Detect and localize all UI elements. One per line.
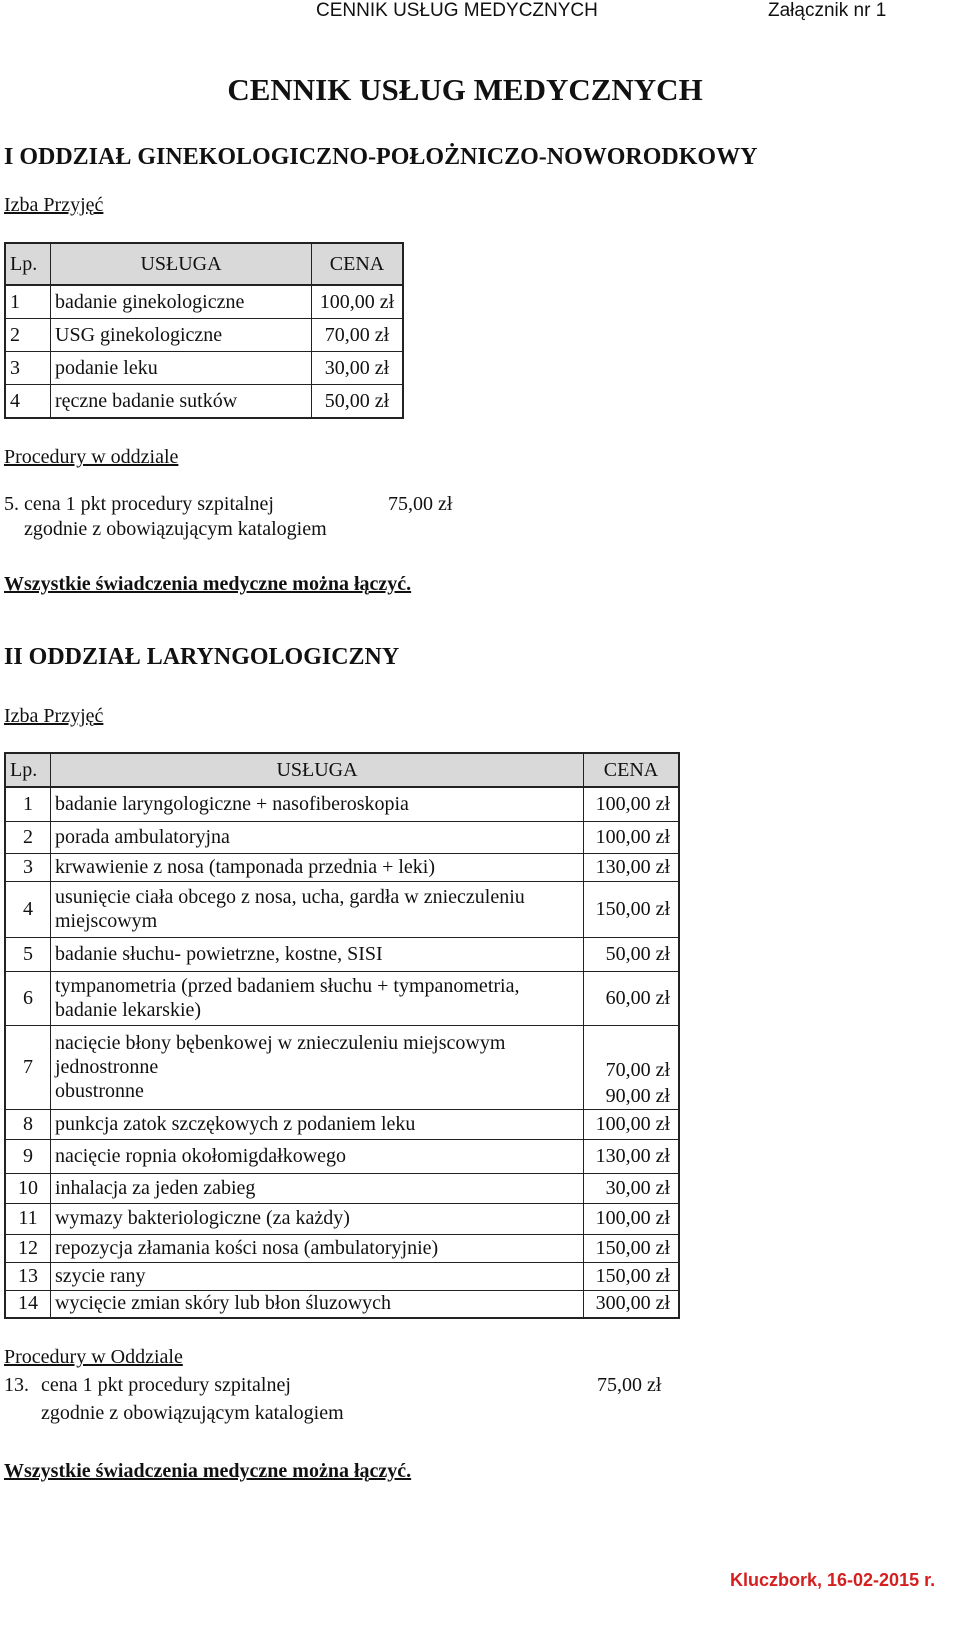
table-row <box>5 1109 679 1139</box>
table-row <box>5 1025 679 1109</box>
cell-lp: 10 <box>5 1173 51 1203</box>
table-header-row <box>5 243 403 285</box>
section-2-price-table <box>4 752 680 1319</box>
cell-service: inhalacja za jeden zabieg <box>51 1173 584 1203</box>
section-2-procedure-price: 75,00 zł <box>597 1374 662 1396</box>
cell-lp: 1 <box>5 787 51 821</box>
column-header-lp: Lp. <box>5 243 51 285</box>
cell-price: 50,00 zł <box>584 937 680 971</box>
section-2-procedure-line-2: zgodnie z obowiązującym katalogiem <box>41 1402 344 1424</box>
section-2-procedure-number: 13. <box>4 1374 29 1396</box>
column-header-price: CENA <box>312 243 404 285</box>
table-header-row <box>5 753 679 787</box>
cell-price-line: 90,00 zł <box>605 1084 670 1107</box>
cell-price: 50,00 zł <box>312 385 404 419</box>
cell-lp: 3 <box>5 853 51 881</box>
table-row <box>5 821 679 853</box>
cell-lp: 13 <box>5 1262 51 1290</box>
table-row <box>5 971 679 1025</box>
cell-service: wycięcie zmian skóry lub błon śluzowych <box>51 1290 584 1318</box>
cell-lp: 8 <box>5 1109 51 1139</box>
column-header-service: USŁUGA <box>51 243 312 285</box>
section-1-procedures-heading: Procedury w oddziale <box>4 446 179 468</box>
table-row <box>5 319 403 352</box>
cell-price: 100,00 zł <box>584 787 680 821</box>
cell-service <box>51 971 584 1025</box>
section-2-procedure-line-1: cena 1 pkt procedury szpitalnej <box>41 1374 291 1396</box>
cell-service: repozycja złamania kości nosa (ambulatoryjnie) <box>51 1234 584 1262</box>
cell-price: 100,00 zł <box>584 821 680 853</box>
cell-price: 150,00 zł <box>584 1262 680 1290</box>
table-row <box>5 285 403 319</box>
page-title: CENNIK USŁUG MEDYCZNYCH <box>227 72 703 107</box>
cell-service-line: jednostronne <box>55 1056 159 1078</box>
running-header-annex: Załącznik nr 1 <box>768 0 887 21</box>
cell-lp: 9 <box>5 1139 51 1173</box>
cell-lp: 12 <box>5 1234 51 1262</box>
section-1-procedure-price: 75,00 zł <box>388 493 453 515</box>
section-1-heading: I ODDZIAŁ GINEKOLOGICZNO-POŁOŻNICZO-NOWORODKOWY <box>4 144 758 170</box>
section-1-procedure-line-2: zgodnie z obowiązującym katalogiem <box>24 518 327 540</box>
cell-service-line: usunięcie ciała obcego z nosa, ucha, gardła w znieczuleniu <box>55 886 525 908</box>
cell-lp: 11 <box>5 1203 51 1234</box>
cell-price: 30,00 zł <box>312 352 404 385</box>
cell-lp: 2 <box>5 319 51 352</box>
cell-lp: 2 <box>5 821 51 853</box>
cell-price: 100,00 zł <box>584 1109 680 1139</box>
cell-service: krwawienie z nosa (tamponada przednia + leki) <box>51 853 584 881</box>
cell-service-line: obustronne <box>55 1080 144 1102</box>
cell-lp: 7 <box>5 1025 51 1109</box>
table-row <box>5 352 403 385</box>
table-row <box>5 1173 679 1203</box>
cell-price: 60,00 zł <box>584 971 680 1025</box>
cell-service: ręczne badanie sutków <box>51 385 312 419</box>
cell-lp: 6 <box>5 971 51 1025</box>
section-2-note: Wszystkie świadczenia medyczne można łączyć. <box>4 1460 412 1482</box>
table-row <box>5 853 679 881</box>
cell-service-line: tympanometria (przed badaniem słuchu + tympanometria, <box>55 975 520 997</box>
cell-service: porada ambulatoryjna <box>51 821 584 853</box>
cell-service-line: nacięcie błony bębenkowej w znieczuleniu miejscowym <box>55 1032 506 1054</box>
cell-service: podanie leku <box>51 352 312 385</box>
cell-price: 30,00 zł <box>584 1173 680 1203</box>
running-header-title: CENNIK USŁUG MEDYCZNYCH <box>316 0 598 21</box>
cell-service <box>51 881 584 937</box>
section-1-procedure-line-1: 5. cena 1 pkt procedury szpitalnej <box>4 493 274 515</box>
cell-lp: 4 <box>5 385 51 419</box>
cell-service: szycie rany <box>51 1262 584 1290</box>
cell-price-line: 70,00 zł <box>605 1058 670 1081</box>
cell-service: wymazy bakteriologiczne (za każdy) <box>51 1203 584 1234</box>
cell-price <box>584 1025 680 1109</box>
cell-lp: 5 <box>5 937 51 971</box>
cell-price: 130,00 zł <box>584 1139 680 1173</box>
section-1-note: Wszystkie świadczenia medyczne można łączyć. <box>4 573 412 595</box>
table-row <box>5 881 679 937</box>
table-row <box>5 385 403 419</box>
cell-service-line: badanie lekarskie) <box>55 999 202 1021</box>
table-row <box>5 1203 679 1234</box>
cell-lp: 4 <box>5 881 51 937</box>
cell-price: 70,00 zł <box>312 319 404 352</box>
cell-price: 150,00 zł <box>584 881 680 937</box>
cell-service: badanie słuchu- powietrzne, kostne, SISI <box>51 937 584 971</box>
cell-service <box>51 1025 584 1109</box>
cell-price: 100,00 zł <box>312 285 404 319</box>
cell-lp: 14 <box>5 1290 51 1318</box>
cell-service: badanie laryngologiczne + nasofiberoskopia <box>51 787 584 821</box>
section-2-heading: II ODDZIAŁ LARYNGOLOGICZNY <box>4 644 400 670</box>
cell-service: punkcja zatok szczękowych z podaniem leku <box>51 1109 584 1139</box>
cell-price: 100,00 zł <box>584 1203 680 1234</box>
table-row <box>5 1234 679 1262</box>
cell-service: badanie ginekologiczne <box>51 285 312 319</box>
cell-service: nacięcie ropnia okołomigdałkowego <box>51 1139 584 1173</box>
table-row <box>5 787 679 821</box>
column-header-price: CENA <box>584 753 680 787</box>
section-1-price-table <box>4 242 404 419</box>
footer-place-date: Kluczbork, 16-02-2015 r. <box>730 1570 936 1590</box>
column-header-service: USŁUGA <box>51 753 584 787</box>
cell-service-line: miejscowym <box>55 910 158 932</box>
table-row <box>5 1290 679 1318</box>
column-header-lp: Lp. <box>5 753 51 787</box>
cell-lp: 3 <box>5 352 51 385</box>
section-2-procedures-heading: Procedury w Oddziale <box>4 1346 183 1368</box>
table-row <box>5 1262 679 1290</box>
cell-price: 130,00 zł <box>584 853 680 881</box>
section-2-subheading: Izba Przyjęć <box>4 705 104 727</box>
cell-price: 150,00 zł <box>584 1234 680 1262</box>
cell-service: USG ginekologiczne <box>51 319 312 352</box>
cell-lp: 1 <box>5 285 51 319</box>
table-row <box>5 1139 679 1173</box>
section-1-subheading: Izba Przyjęć <box>4 194 104 216</box>
cell-price: 300,00 zł <box>584 1290 680 1318</box>
table-row <box>5 937 679 971</box>
